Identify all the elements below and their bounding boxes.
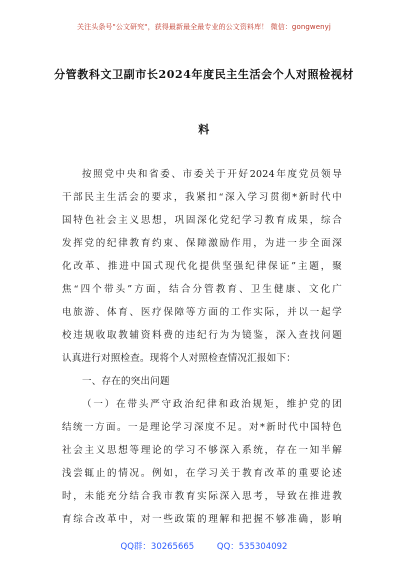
body-line: 发挥党的纪律教育约束、保障激励作用，为进一步全面深 — [62, 238, 342, 249]
body-line: 电旅游、体育、医疗保障等方面的工作实际，并以一起学 — [62, 307, 342, 318]
body-line: 育综合改革中，对一些政策的理解和把握不够准确，影响 — [62, 514, 342, 525]
body-line: 按照党中央和省委、市委关于开好2024年度党员领导 — [82, 169, 342, 180]
qq-group-number: QQ群：30265665 — [120, 542, 195, 552]
document-title-line-1: 分管教科文卫副市长2024年度民主生活会个人对照检视材 — [54, 68, 354, 81]
body-line: 社会主义思想等理论的学习不够深入系统，存在一知半解 — [62, 445, 342, 456]
body-line: 校违规收取教辅资料费的违纪行为为镜鉴，深入查找问题 — [62, 330, 342, 341]
promo-banner: 关注头条号"公文研究"，获得最新最全最专业的公文资料库！ 微信：gongwenyj — [77, 23, 331, 31]
body-line: 认真进行对照检查。现将个人对照检查情况汇报如下： — [62, 353, 297, 364]
body-line: 结统一方面。一是理论学习深度不足。对*新时代中国特色 — [62, 422, 342, 433]
document-title-line-2: 料 — [198, 123, 210, 136]
body-line: 焦“四个带头”方面，结合分管教育、卫生健康、文化广 — [62, 284, 342, 295]
section-heading: 一、存在的突出问题 — [82, 376, 170, 387]
body-line: 时，未能充分结合我市教育实际深入思考，导致在推进教 — [62, 491, 342, 502]
body-line: 浅尝辄止的情况。例如，在学习关于教育改革的重要论述 — [62, 468, 342, 479]
body-line: 干部民主生活会的要求，我紧扣“深入学习贯彻*新时代中 — [62, 192, 342, 203]
qq-number: QQ：535304092 — [216, 542, 288, 552]
footer-contact — [0, 540, 408, 552]
body-line: （一）在带头严守政治纪律和政治规矩，维护党的团 — [82, 399, 342, 410]
body-line: 国特色社会主义思想，巩固深化党纪学习教育成果，综合 — [62, 215, 342, 226]
document-body — [62, 163, 342, 531]
body-line: 化改革、推进中国式现代化提供坚强纪律保证”主题，聚 — [62, 261, 342, 272]
